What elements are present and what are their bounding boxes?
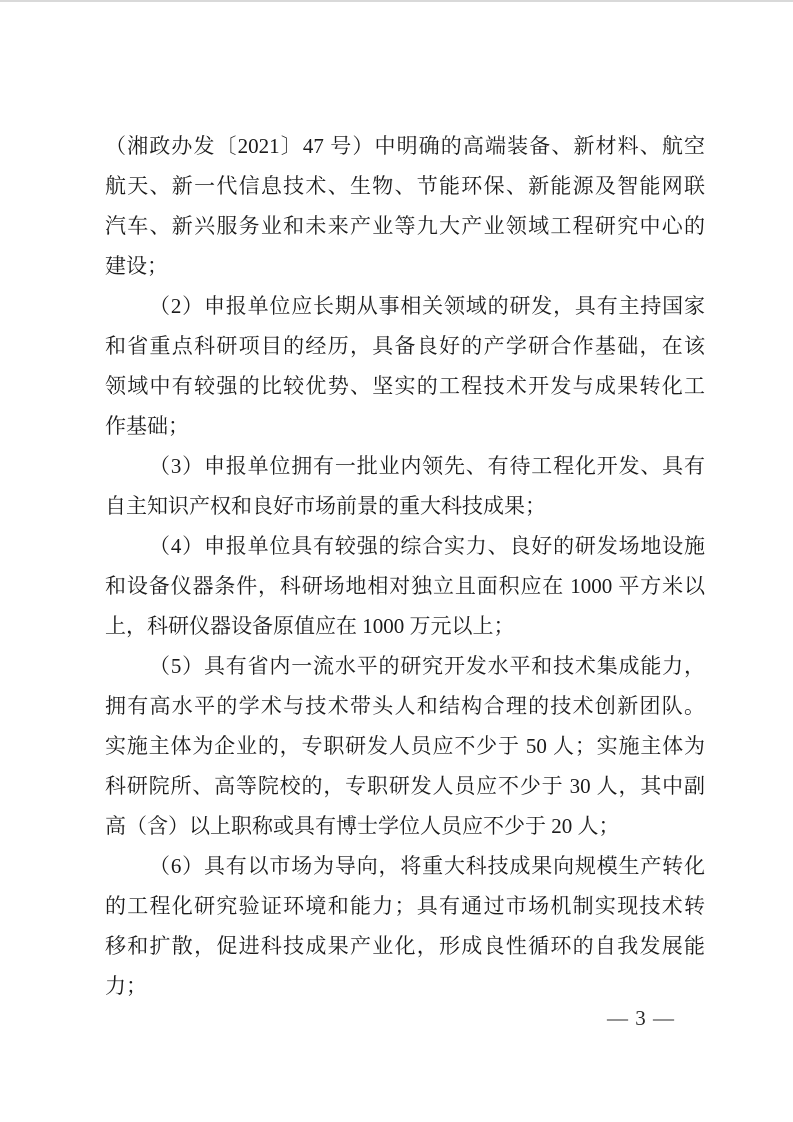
text-line: 建设； [105, 254, 168, 278]
document-text-block [105, 126, 705, 1006]
text-line: （2）申报单位应长期从事相关领域的研发，具有主持国家 [149, 294, 705, 318]
text-line: 航天、新一代信息技术、生物、节能环保、新能源及智能网联 [105, 174, 705, 198]
text-line: 拥有高水平的学术与技术带头人和结构合理的技术创新团队。 [105, 694, 705, 718]
text-line: 和省重点科研项目的经历，具备良好的产学研合作基础，在该 [105, 334, 705, 358]
text-line: 科研院所、高等院校的，专职研发人员应不少于 30 人，其中副 [105, 774, 705, 798]
text-line: 领域中有较强的比较优势、坚实的工程技术开发与成果转化工 [105, 374, 705, 398]
text-line: 的工程化研究验证环境和能力；具有通过市场机制实现技术转 [105, 894, 705, 918]
text-line: 作基础； [105, 414, 189, 438]
text-line: 实施主体为企业的，专职研发人员应不少于 50 人；实施主体为 [105, 734, 705, 758]
text-line: 力； [105, 974, 147, 998]
text-line: （3）申报单位拥有一批业内领先、有待工程化开发、具有 [149, 454, 705, 478]
text-line: （5）具有省内一流水平的研究开发水平和技术集成能力， [149, 654, 705, 678]
text-line: 自主知识产权和良好市场前景的重大科技成果； [105, 494, 546, 518]
text-line: 高（含）以上职称或具有博士学位人员应不少于 20 人； [105, 814, 620, 838]
text-line: （湘政办发〔2021〕47 号）中明确的高端装备、新材料、航空 [105, 134, 705, 158]
text-line: 移和扩散，促进科技成果产业化，形成良性循环的自我发展能 [105, 934, 705, 958]
page-number: — 3 — [607, 1006, 675, 1030]
scan-top-edge-artifact [0, 0, 793, 2]
text-line: （4）申报单位具有较强的综合实力、良好的研发场地设施 [149, 534, 705, 558]
text-line: 上，科研仪器设备原值应在 1000 万元以上； [105, 614, 515, 638]
text-line: （6）具有以市场为导向，将重大科技成果向规模生产转化 [149, 854, 705, 878]
text-line: 和设备仪器条件，科研场地相对独立且面积应在 1000 平方米以 [105, 574, 705, 598]
text-line: 汽车、新兴服务业和未来产业等九大产业领域工程研究中心的 [105, 214, 705, 238]
